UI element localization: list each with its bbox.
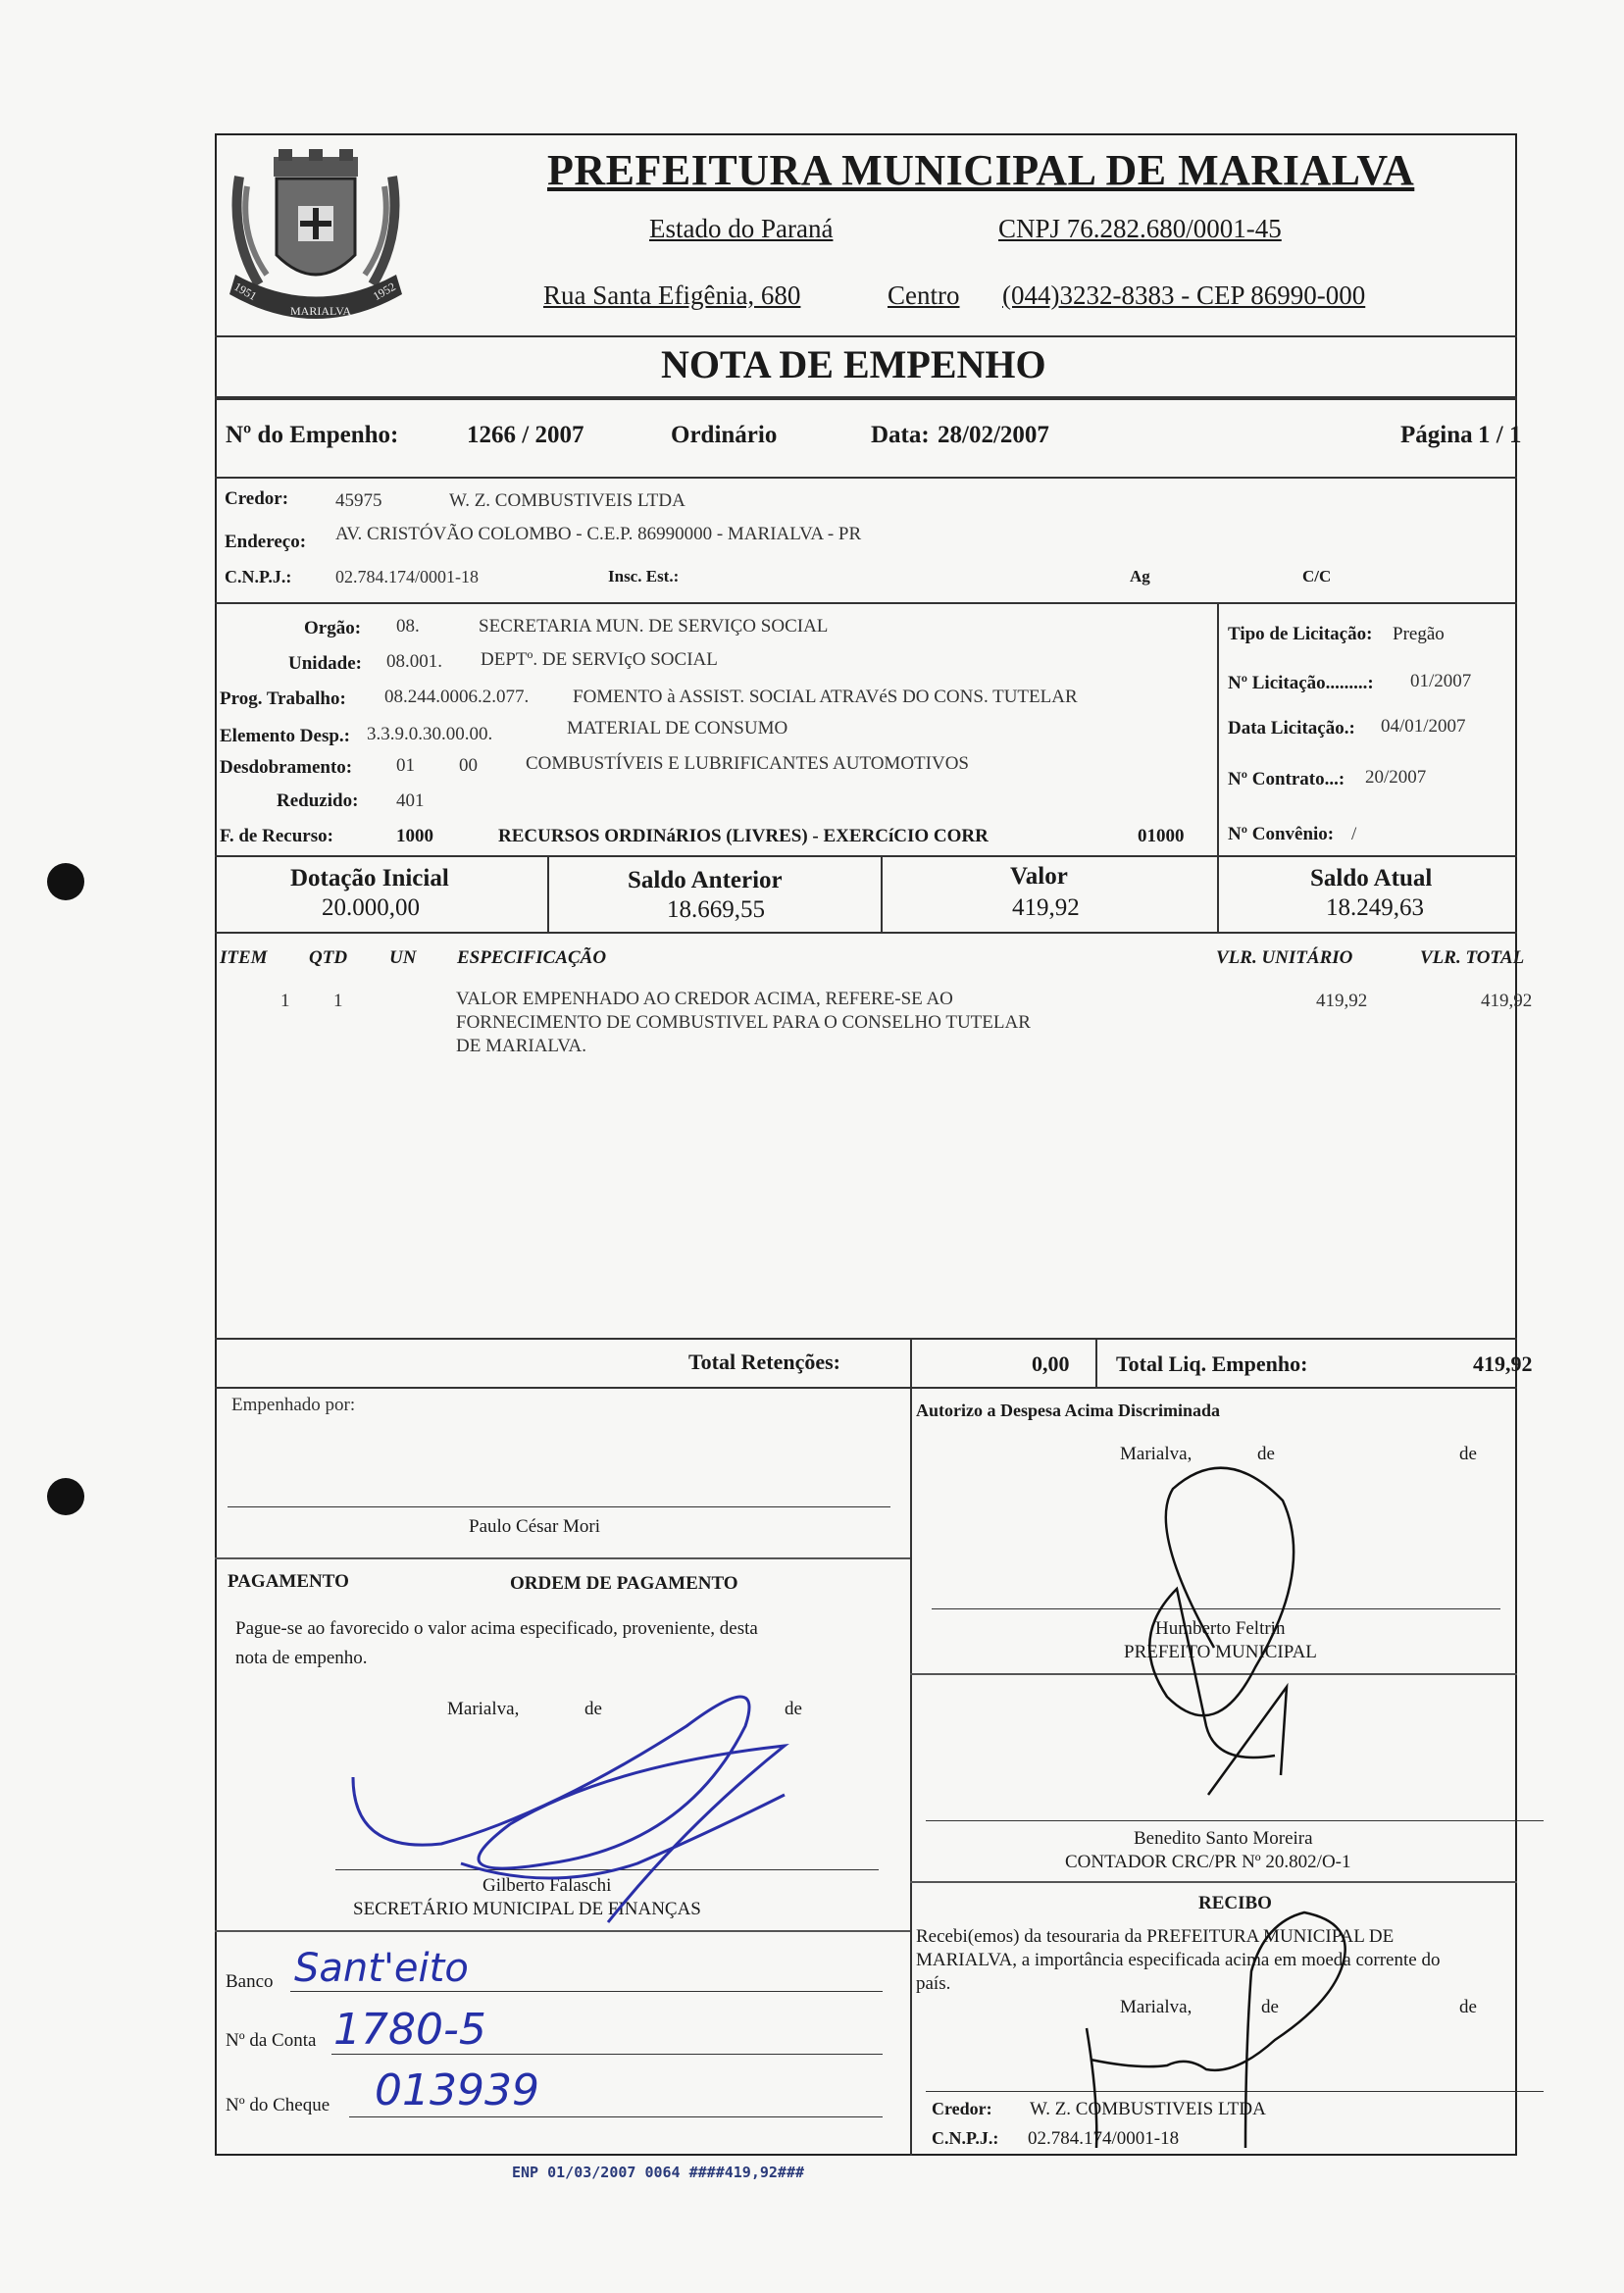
- divider: [215, 477, 1517, 479]
- recibo-place: Marialva,: [1120, 1997, 1193, 2017]
- divider: [215, 855, 1517, 857]
- orgao-code: 08.: [396, 616, 420, 637]
- banco-handwritten: Sant'eito: [294, 1946, 469, 1991]
- crest-name: MARIALVA: [290, 304, 352, 318]
- anterior-value: 18.669,55: [667, 896, 765, 923]
- desdobramento-b: 00: [459, 755, 478, 776]
- unidade-code: 08.001.: [386, 651, 442, 672]
- punch-hole: [47, 1478, 84, 1515]
- item-desc-line: VALOR EMPENHADO AO CREDOR ACIMA, REFERE-SE AO: [456, 989, 953, 1009]
- elemento-code: 3.3.9.0.30.00.00.: [367, 724, 493, 744]
- conta-handwritten: 1780-5: [333, 2005, 486, 2055]
- pagamento-label: PAGAMENTO: [228, 1571, 349, 1592]
- divider: [1217, 602, 1219, 855]
- recibo-credor-label: Credor:: [932, 2099, 992, 2118]
- empenho-number: 1266 / 2007: [467, 422, 584, 448]
- contrato-label: Nº Contrato...:: [1228, 769, 1345, 790]
- data-licitacao-value: 04/01/2007: [1381, 716, 1466, 737]
- desdobramento-label: Desdobramento:: [220, 757, 353, 778]
- empenho-number-label: Nº do Empenho:: [226, 422, 399, 448]
- conta-label: Nº da Conta: [226, 2030, 317, 2051]
- page-number: 1 / 1: [1478, 422, 1522, 448]
- recibo-de: de: [1261, 1997, 1279, 2017]
- header-address: Rua Santa Efigênia, 680: [543, 280, 801, 310]
- divider: [910, 1387, 912, 2156]
- ag-label: Ag: [1130, 567, 1150, 586]
- ordem-de: de: [785, 1699, 802, 1719]
- num-licitacao-label: Nº Licitação.........:: [1228, 673, 1374, 693]
- col-header-qtd: QTD: [309, 947, 348, 968]
- item-number: 1: [280, 991, 290, 1011]
- divider: [215, 932, 1517, 934]
- orgao-value: SECRETARIA MUN. DE SERVIÇO SOCIAL: [479, 616, 829, 637]
- col-header-especificacao: ESPECIFICAÇÃO: [457, 947, 607, 968]
- prog-label: Prog. Trabalho:: [220, 688, 346, 709]
- autorizo-place: Marialva,: [1120, 1444, 1193, 1464]
- recibo-text: Recebi(emos) da tesouraria da PREFEITURA MUNICIPAL DE: [916, 1926, 1395, 1947]
- desdobramento-value: COMBUSTÍVEIS E LUBRIFICANTES AUTOMOTIVOS: [526, 753, 969, 774]
- orgao-label: Orgão:: [304, 618, 362, 638]
- cheque-line: [349, 2116, 883, 2117]
- autorizo-de: de: [1459, 1444, 1477, 1464]
- recurso-value: RECURSOS ORDINáRIOS (LIVRES) - EXERCíCIO CORR: [498, 826, 989, 846]
- divider: [215, 335, 1517, 337]
- recibo-credor-value: W. Z. COMBUSTIVEIS LTDA: [1030, 2099, 1266, 2119]
- data-licitacao-label: Data Licitação.:: [1228, 718, 1355, 739]
- divider: [910, 1338, 912, 1387]
- recibo-text: país.: [916, 1973, 951, 1994]
- liq-label: Total Liq. Empenho:: [1116, 1351, 1308, 1376]
- secretario-title: SECRETÁRIO MUNICIPAL DE FINANÇAS: [353, 1899, 701, 1919]
- num-licitacao-value: 01/2007: [1410, 671, 1472, 691]
- elemento-value: MATERIAL DE CONSUMO: [567, 718, 788, 739]
- empenhado-label: Empenhado por:: [231, 1395, 356, 1415]
- recurso-code: 1000: [396, 826, 433, 846]
- recibo-label: RECIBO: [1198, 1893, 1272, 1913]
- ordem-label: ORDEM DE PAGAMENTO: [510, 1573, 738, 1594]
- banco-line: [290, 1991, 883, 1992]
- recurso-number: 01000: [1138, 826, 1185, 846]
- divider: [215, 396, 1517, 400]
- divider: [215, 1338, 1517, 1340]
- contrato-value: 20/2007: [1365, 767, 1427, 788]
- header-phone-cep: (044)3232-8383 - CEP 86990-000: [1002, 280, 1366, 310]
- reduzido-value: 401: [396, 790, 425, 811]
- endereco-value: AV. CRISTÓVÃO COLOMBO - C.E.P. 86990000 - MARIALVA - PR: [335, 524, 862, 544]
- signature-line: [926, 1820, 1544, 1821]
- divider: [1217, 855, 1219, 932]
- col-header-unitario: VLR. UNITÁRIO: [1216, 947, 1353, 968]
- contador-name: Benedito Santo Moreira: [1134, 1828, 1313, 1849]
- divider: [910, 1881, 1517, 1883]
- credor-code: 45975: [335, 490, 382, 511]
- contador-title: CONTADOR CRC/PR Nº 20.802/O-1: [1065, 1852, 1351, 1872]
- credor-name: W. Z. COMBUSTIVEIS LTDA: [449, 490, 685, 511]
- divider: [215, 1557, 910, 1559]
- empenho-date: 28/02/2007: [938, 422, 1049, 448]
- reduzido-label: Reduzido:: [277, 790, 359, 811]
- signature-line: [926, 2091, 1544, 2092]
- prog-value: FOMENTO à ASSIST. SOCIAL ATRAVéS DO CONS. TUTELAR: [573, 687, 1078, 707]
- ordem-text: Pague-se ao favorecido o valor acima especificado, proveniente, desta: [235, 1618, 758, 1639]
- col-header-total: VLR. TOTAL: [1420, 947, 1525, 968]
- col-header-item: ITEM: [220, 947, 268, 968]
- empenho-date-label: Data:: [871, 422, 930, 448]
- prefeito-name: Humberto Feltrin: [1155, 1618, 1286, 1639]
- divider: [1095, 1338, 1097, 1387]
- ordem-place: Marialva,: [447, 1699, 520, 1719]
- document-title: NOTA DE EMPENHO: [661, 342, 1046, 386]
- cnpj-label: C.N.P.J.:: [225, 567, 292, 586]
- convenio-value: /: [1351, 824, 1357, 844]
- atual-label: Saldo Atual: [1310, 865, 1433, 892]
- punch-hole: [47, 863, 84, 900]
- ordem-de: de: [584, 1699, 602, 1719]
- empenho-type: Ordinário: [671, 422, 778, 448]
- header-district: Centro: [888, 280, 960, 310]
- item-unit-value: 419,92: [1316, 991, 1368, 1011]
- recibo-de: de: [1459, 1997, 1477, 2017]
- header-cnpj: CNPJ 76.282.680/0001-45: [998, 214, 1282, 243]
- col-header-un: UN: [389, 947, 417, 968]
- tipo-licitacao-label: Tipo de Licitação:: [1228, 624, 1373, 644]
- recibo-cnpj-label: C.N.P.J.:: [932, 2128, 999, 2148]
- item-total-value: 419,92: [1481, 991, 1533, 1011]
- divider: [910, 1673, 1517, 1675]
- crest-year-left: 1951: [231, 280, 260, 304]
- item-qtd: 1: [333, 991, 343, 1011]
- empenhado-name: Paulo César Mori: [469, 1516, 601, 1537]
- banco-label: Banco: [226, 1971, 274, 1992]
- tipo-licitacao-value: Pregão: [1393, 624, 1445, 644]
- bottom-stamp: ENP 01/03/2007 0064 ####419,92###: [512, 2164, 805, 2181]
- autorizo-text: Autorizo a Despesa Acima Discriminada: [916, 1401, 1220, 1420]
- prefeito-title: PREFEITO MUNICIPAL: [1124, 1642, 1317, 1662]
- unidade-value: DEPTº. DE SERVIçO SOCIAL: [481, 649, 718, 670]
- convenio-label: Nº Convênio:: [1228, 824, 1335, 844]
- signature-line: [932, 1608, 1500, 1609]
- endereco-label: Endereço:: [225, 532, 307, 552]
- page-number-label: Página: [1400, 422, 1473, 448]
- cnpj-value: 02.784.174/0001-18: [335, 567, 479, 586]
- anterior-label: Saldo Anterior: [628, 867, 783, 893]
- recibo-cnpj-value: 02.784.174/0001-18: [1028, 2128, 1180, 2149]
- credor-label: Credor:: [225, 488, 289, 509]
- retencoes-value: 0,00: [1032, 1351, 1070, 1376]
- signature-line: [228, 1506, 890, 1507]
- dotacao-value: 20.000,00: [322, 894, 420, 921]
- divider: [215, 1387, 1517, 1389]
- valor-value: 419,92: [1012, 894, 1080, 921]
- page-title: PREFEITURA MUNICIPAL DE MARIALVA: [547, 146, 1415, 194]
- divider: [215, 602, 1517, 604]
- dotacao-label: Dotação Inicial: [290, 865, 449, 892]
- cheque-label: Nº do Cheque: [226, 2095, 330, 2115]
- prog-code: 08.244.0006.2.077.: [384, 687, 530, 707]
- divider: [215, 1930, 910, 1932]
- recibo-text: MARIALVA, a importância especificada acima em moeda corrente do: [916, 1950, 1441, 1970]
- recurso-label: F. de Recurso:: [220, 826, 333, 846]
- signature-line: [335, 1869, 879, 1870]
- unidade-label: Unidade:: [288, 653, 362, 674]
- desdobramento-a: 01: [396, 755, 415, 776]
- ordem-text: nota de empenho.: [235, 1648, 368, 1668]
- cheque-handwritten: 013939: [375, 2065, 539, 2115]
- item-desc-line: FORNECIMENTO DE COMBUSTIVEL PARA O CONSELHO TUTELAR: [456, 1012, 1031, 1033]
- retencoes-label: Total Retenções:: [688, 1350, 840, 1374]
- item-desc-line: DE MARIALVA.: [456, 1036, 587, 1056]
- elemento-label: Elemento Desp.:: [220, 726, 350, 746]
- secretario-name: Gilberto Falaschi: [482, 1875, 612, 1896]
- liq-value: 419,92: [1473, 1351, 1533, 1376]
- atual-value: 18.249,63: [1326, 894, 1424, 921]
- valor-label: Valor: [1010, 863, 1068, 890]
- divider: [547, 855, 549, 932]
- insc-est-label: Insc. Est.:: [608, 567, 680, 586]
- divider: [881, 855, 883, 932]
- autorizo-de: de: [1257, 1444, 1275, 1464]
- coat-of-arms: [220, 147, 412, 333]
- header-state: Estado do Paraná: [649, 214, 834, 243]
- crest-year-right: 1952: [370, 280, 398, 304]
- cc-label: C/C: [1302, 567, 1332, 586]
